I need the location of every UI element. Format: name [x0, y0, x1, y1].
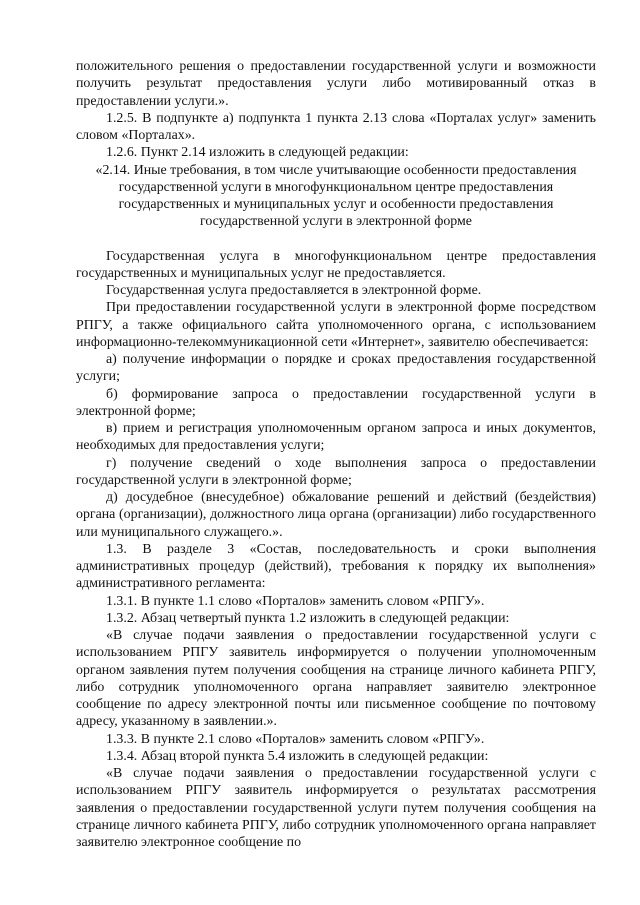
paragraph: 1.2.6. Пункт 2.14 изложить в следующей редакции:	[106, 145, 409, 161]
paragraph: 1.3.3. В пункте 2.1 слово «Порталов» заменить словом «РПГУ».	[106, 731, 485, 747]
paragraph: 1.2.5. В подпункте а) подпункта 1 пункта 2.13 слова «Порталах услуг» заменить словом «Порталах».	[76, 110, 596, 143]
list-item: в) прием и регистрация уполномоченным органом запроса и иных документов, необходимых для предоставления услуги;	[76, 421, 596, 454]
paragraph: Государственная услуга предоставляется в электронной форме.	[106, 283, 482, 298]
paragraph: «В случае подачи заявления о предоставлении государственной услуги с использованием РПГУ заявитель информируется о результатах рассмотрения заявления о предоставлении государственной услуги путем получения сообщения на странице личного кабинета РПГУ, либо сотрудник уполномоченного органа направляет заявителю электронное сообщение по	[76, 766, 596, 850]
paragraph: 1.3.1. В пункте 1.1 слово «Порталов» заменить словом «РПГУ».	[106, 593, 485, 609]
list-item: д) досудебное (внесудебное) обжалование решений и действий (бездействия) органа (организации), должностного лица органа (организации) либо государственного или муниципального служащего.».	[76, 490, 596, 540]
paragraph: 1.3.4. Абзац второй пункта 5.4 изложить в следующей редакции:	[106, 748, 489, 764]
document-page	[76, 58, 596, 851]
paragraph: Государственная услуга в многофункциональном центре предоставления государственных и муниципальных услуг не предоставляется.	[76, 248, 596, 281]
list-item: г) получение сведений о ходе выполнения запроса о предоставлении государственной услуги в электронной форме;	[76, 455, 596, 488]
list-item: а) получение информации о порядке и сроках предоставления государственной услуги;	[76, 352, 596, 385]
blank-line	[76, 231, 596, 248]
paragraph: При предоставлении государственной услуги в электронной форме посредством РПГУ, а также официального сайта уполномоченного органа, с использованием информационно-телекоммуникационной сети «Интернет», заявителю обеспечивается:	[76, 300, 596, 350]
paragraph: «В случае подачи заявления о предоставлении государственной услуги с использованием РПГУ заявитель информируется о получении уполномоченным органом заявления путем получения сообщения на странице личного кабинета РПГУ, либо сотрудник уполномоченного органа направляет заявителю электронное сообщение по адресу электронной почты или письменное сообщение по почтовому адресу, указанному в заявлении.».	[76, 628, 596, 730]
section-heading: «2.14. Иные требования, в том числе учитывающие особенности предоставления государственной услуги в многофункциональном центре предоставления государственных и муниципальных услуг и особенности предоставления государственной услуги в электронной форме	[95, 162, 577, 230]
paragraph: 1.3.2. Абзац четвертый пункта 1.2 изложить в следующей редакции:	[106, 610, 510, 626]
paragraph: 1.3. В разделе 3 «Состав, последовательность и сроки выполнения административных процедур (действий), требования к порядку их выполнения» административного регламента:	[76, 541, 596, 592]
paragraph: положительного решения о предоставлении государственной услуги и возможности получить результат предоставления услуги либо мотивированный отказ в предоставлении услуги.».	[76, 59, 596, 109]
list-item: б) формирование запроса о предоставлении государственной услуги в электронной форме;	[76, 386, 596, 419]
